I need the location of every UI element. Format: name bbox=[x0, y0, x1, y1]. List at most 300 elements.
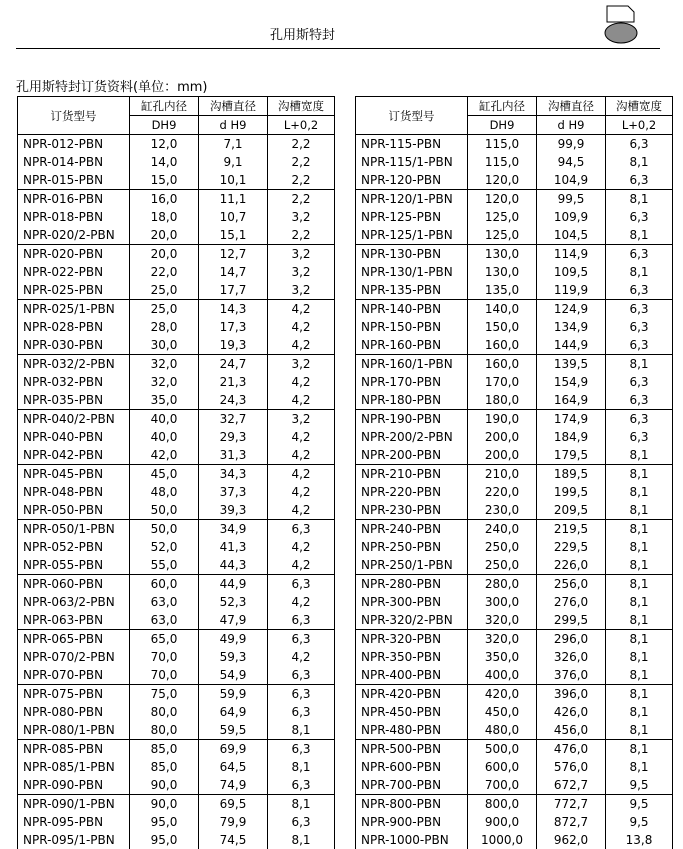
cell-model: NPR-012-PBN bbox=[18, 135, 130, 154]
cell-bore: 90,0 bbox=[130, 776, 199, 795]
cell-width: 6,3 bbox=[268, 630, 335, 649]
cell-bore: 170,0 bbox=[468, 373, 537, 391]
cell-width: 4,2 bbox=[268, 538, 335, 556]
cell-groove: 139,5 bbox=[537, 355, 606, 374]
cell-bore: 800,0 bbox=[468, 795, 537, 814]
table-row bbox=[356, 391, 673, 410]
table-row bbox=[356, 355, 673, 374]
cell-model: NPR-240-PBN bbox=[356, 520, 468, 539]
table-row bbox=[18, 666, 335, 685]
cell-model: NPR-025/1-PBN bbox=[18, 300, 130, 319]
table-row bbox=[356, 428, 673, 446]
cell-model: NPR-052-PBN bbox=[18, 538, 130, 556]
cell-width: 8,1 bbox=[606, 611, 673, 630]
cell-model: NPR-125/1-PBN bbox=[356, 226, 468, 245]
cell-groove: 14,3 bbox=[199, 300, 268, 319]
cell-width: 3,2 bbox=[268, 208, 335, 226]
table-row bbox=[18, 556, 335, 575]
cell-groove: 44,9 bbox=[199, 575, 268, 594]
cell-groove: 52,3 bbox=[199, 593, 268, 611]
cell-bore: 25,0 bbox=[130, 281, 199, 300]
cell-model: NPR-050/1-PBN bbox=[18, 520, 130, 539]
cell-width: 4,2 bbox=[268, 336, 335, 355]
cell-model: NPR-022-PBN bbox=[18, 263, 130, 281]
cell-width: 6,3 bbox=[606, 410, 673, 429]
cell-groove: 79,9 bbox=[199, 813, 268, 831]
cell-width: 6,3 bbox=[268, 740, 335, 759]
table-row bbox=[18, 813, 335, 831]
cell-bore: 200,0 bbox=[468, 446, 537, 465]
cell-groove: 376,0 bbox=[537, 666, 606, 685]
cell-model: NPR-080/1-PBN bbox=[18, 721, 130, 740]
cell-width: 8,1 bbox=[606, 446, 673, 465]
cell-bore: 45,0 bbox=[130, 465, 199, 484]
cell-width: 4,2 bbox=[268, 465, 335, 484]
cell-model: NPR-090/1-PBN bbox=[18, 795, 130, 814]
cell-width: 8,1 bbox=[606, 263, 673, 281]
cell-model: NPR-130/1-PBN bbox=[356, 263, 468, 281]
table-row bbox=[356, 721, 673, 740]
cell-groove: 59,9 bbox=[199, 685, 268, 704]
cell-model: NPR-020-PBN bbox=[18, 245, 130, 264]
cell-bore: 25,0 bbox=[130, 300, 199, 319]
cell-width: 4,2 bbox=[268, 593, 335, 611]
cell-model: NPR-115/1-PBN bbox=[356, 153, 468, 171]
cell-bore: 16,0 bbox=[130, 190, 199, 209]
cell-bore: 14,0 bbox=[130, 153, 199, 171]
cell-width: 2,2 bbox=[268, 135, 335, 154]
cell-model: NPR-480-PBN bbox=[356, 721, 468, 740]
cell-width: 4,2 bbox=[268, 391, 335, 410]
col-subheader-bore: DH9 bbox=[130, 116, 199, 135]
cell-groove: 39,3 bbox=[199, 501, 268, 520]
cell-width: 6,3 bbox=[606, 281, 673, 300]
cell-groove: 962,0 bbox=[537, 831, 606, 849]
table-row bbox=[356, 208, 673, 226]
cell-width: 3,2 bbox=[268, 281, 335, 300]
cell-groove: 119,9 bbox=[537, 281, 606, 300]
cell-groove: 44,3 bbox=[199, 556, 268, 575]
cell-model: NPR-800-PBN bbox=[356, 795, 468, 814]
order-table-left bbox=[17, 96, 335, 849]
cell-width: 8,1 bbox=[606, 648, 673, 666]
cell-bore: 95,0 bbox=[130, 813, 199, 831]
cell-width: 2,2 bbox=[268, 226, 335, 245]
cell-groove: 9,1 bbox=[199, 153, 268, 171]
cell-width: 8,1 bbox=[606, 721, 673, 740]
cell-groove: 59,3 bbox=[199, 648, 268, 666]
cell-model: NPR-020/2-PBN bbox=[18, 226, 130, 245]
cell-width: 6,3 bbox=[606, 245, 673, 264]
order-table-right bbox=[355, 96, 673, 849]
cell-groove: 29,3 bbox=[199, 428, 268, 446]
cell-bore: 480,0 bbox=[468, 721, 537, 740]
cell-width: 6,3 bbox=[268, 703, 335, 721]
cell-model: NPR-420-PBN bbox=[356, 685, 468, 704]
cell-model: NPR-040/2-PBN bbox=[18, 410, 130, 429]
table-row bbox=[18, 538, 335, 556]
cell-groove: 59,5 bbox=[199, 721, 268, 740]
cell-width: 6,3 bbox=[606, 208, 673, 226]
cell-bore: 140,0 bbox=[468, 300, 537, 319]
table-row bbox=[356, 666, 673, 685]
cell-groove: 104,9 bbox=[537, 171, 606, 190]
cell-model: NPR-028-PBN bbox=[18, 318, 130, 336]
cell-model: NPR-015-PBN bbox=[18, 171, 130, 190]
cell-groove: 154,9 bbox=[537, 373, 606, 391]
cell-model: NPR-080-PBN bbox=[18, 703, 130, 721]
cell-groove: 326,0 bbox=[537, 648, 606, 666]
cell-bore: 320,0 bbox=[468, 630, 537, 649]
cell-bore: 42,0 bbox=[130, 446, 199, 465]
cell-model: NPR-250-PBN bbox=[356, 538, 468, 556]
table-row bbox=[18, 611, 335, 630]
cell-width: 3,2 bbox=[268, 410, 335, 429]
cell-bore: 320,0 bbox=[468, 611, 537, 630]
cell-bore: 40,0 bbox=[130, 410, 199, 429]
cell-groove: 134,9 bbox=[537, 318, 606, 336]
cell-model: NPR-200/2-PBN bbox=[356, 428, 468, 446]
cell-model: NPR-035-PBN bbox=[18, 391, 130, 410]
cell-bore: 20,0 bbox=[130, 245, 199, 264]
table-row bbox=[18, 281, 335, 300]
cell-bore: 85,0 bbox=[130, 758, 199, 776]
cell-bore: 50,0 bbox=[130, 501, 199, 520]
cell-groove: 426,0 bbox=[537, 703, 606, 721]
cell-groove: 94,5 bbox=[537, 153, 606, 171]
cell-bore: 190,0 bbox=[468, 410, 537, 429]
cell-model: NPR-125-PBN bbox=[356, 208, 468, 226]
cell-groove: 109,9 bbox=[537, 208, 606, 226]
cell-groove: 11,1 bbox=[199, 190, 268, 209]
cell-bore: 80,0 bbox=[130, 721, 199, 740]
cell-width: 8,1 bbox=[606, 556, 673, 575]
cell-width: 2,2 bbox=[268, 171, 335, 190]
cell-model: NPR-320/2-PBN bbox=[356, 611, 468, 630]
cell-groove: 476,0 bbox=[537, 740, 606, 759]
cell-bore: 450,0 bbox=[468, 703, 537, 721]
cell-width: 6,3 bbox=[268, 520, 335, 539]
table-row bbox=[18, 630, 335, 649]
cell-groove: 24,3 bbox=[199, 391, 268, 410]
cell-width: 8,1 bbox=[606, 501, 673, 520]
cell-groove: 21,3 bbox=[199, 373, 268, 391]
table-row bbox=[18, 190, 335, 209]
cell-model: NPR-085-PBN bbox=[18, 740, 130, 759]
cell-groove: 74,9 bbox=[199, 776, 268, 795]
table-row bbox=[18, 336, 335, 355]
cell-width: 6,3 bbox=[606, 300, 673, 319]
cell-model: NPR-060-PBN bbox=[18, 575, 130, 594]
cell-width: 8,1 bbox=[606, 520, 673, 539]
col-header-width: 沟槽宽度 bbox=[268, 97, 335, 116]
table-row bbox=[356, 685, 673, 704]
cell-model: NPR-170-PBN bbox=[356, 373, 468, 391]
cell-width: 6,3 bbox=[268, 685, 335, 704]
table-row bbox=[356, 318, 673, 336]
cell-model: NPR-150-PBN bbox=[356, 318, 468, 336]
cell-bore: 160,0 bbox=[468, 355, 537, 374]
cell-model: NPR-063/2-PBN bbox=[18, 593, 130, 611]
section-title: 孔用斯特封订货资料(单位：mm) bbox=[16, 80, 208, 95]
cell-bore: 125,0 bbox=[468, 226, 537, 245]
cell-groove: 226,0 bbox=[537, 556, 606, 575]
cell-bore: 1000,0 bbox=[468, 831, 537, 849]
table-row bbox=[18, 703, 335, 721]
cell-model: NPR-450-PBN bbox=[356, 703, 468, 721]
cell-bore: 60,0 bbox=[130, 575, 199, 594]
cell-model: NPR-140-PBN bbox=[356, 300, 468, 319]
cell-width: 2,2 bbox=[268, 153, 335, 171]
cell-groove: 229,5 bbox=[537, 538, 606, 556]
col-subheader-groove: d H9 bbox=[537, 116, 606, 135]
cell-width: 8,1 bbox=[268, 795, 335, 814]
table-row bbox=[18, 483, 335, 501]
cell-groove: 64,9 bbox=[199, 703, 268, 721]
cell-width: 4,2 bbox=[268, 300, 335, 319]
table-row bbox=[18, 355, 335, 374]
table-row bbox=[18, 648, 335, 666]
cell-groove: 456,0 bbox=[537, 721, 606, 740]
cell-width: 8,1 bbox=[606, 593, 673, 611]
cell-groove: 49,9 bbox=[199, 630, 268, 649]
cell-bore: 150,0 bbox=[468, 318, 537, 336]
cell-bore: 70,0 bbox=[130, 666, 199, 685]
table-row bbox=[356, 373, 673, 391]
cell-bore: 200,0 bbox=[468, 428, 537, 446]
cell-groove: 872,7 bbox=[537, 813, 606, 831]
cell-width: 4,2 bbox=[268, 318, 335, 336]
cell-bore: 52,0 bbox=[130, 538, 199, 556]
cell-width: 3,2 bbox=[268, 355, 335, 374]
table-row bbox=[18, 318, 335, 336]
cell-bore: 85,0 bbox=[130, 740, 199, 759]
cell-width: 6,3 bbox=[268, 813, 335, 831]
cell-width: 6,3 bbox=[268, 666, 335, 685]
table-row bbox=[18, 575, 335, 594]
cell-groove: 296,0 bbox=[537, 630, 606, 649]
cell-model: NPR-190-PBN bbox=[356, 410, 468, 429]
cell-groove: 164,9 bbox=[537, 391, 606, 410]
cell-model: NPR-085/1-PBN bbox=[18, 758, 130, 776]
page-header-title: 孔用斯特封 bbox=[270, 28, 336, 43]
table-row bbox=[356, 263, 673, 281]
header-divider bbox=[16, 48, 660, 49]
table-row bbox=[356, 556, 673, 575]
cell-groove: 199,5 bbox=[537, 483, 606, 501]
cell-model: NPR-070/2-PBN bbox=[18, 648, 130, 666]
table-row bbox=[18, 263, 335, 281]
table-row bbox=[356, 336, 673, 355]
table-row bbox=[18, 391, 335, 410]
cell-bore: 12,0 bbox=[130, 135, 199, 154]
cell-width: 6,3 bbox=[606, 318, 673, 336]
cell-width: 8,1 bbox=[268, 721, 335, 740]
cell-groove: 772,7 bbox=[537, 795, 606, 814]
col-header-groove: 沟槽直径 bbox=[537, 97, 606, 116]
cell-model: NPR-055-PBN bbox=[18, 556, 130, 575]
cell-groove: 54,9 bbox=[199, 666, 268, 685]
table-row bbox=[18, 226, 335, 245]
table-row bbox=[356, 611, 673, 630]
cell-model: NPR-280-PBN bbox=[356, 575, 468, 594]
table-row bbox=[18, 776, 335, 795]
cell-bore: 240,0 bbox=[468, 520, 537, 539]
cell-groove: 17,7 bbox=[199, 281, 268, 300]
cell-bore: 130,0 bbox=[468, 263, 537, 281]
table-row bbox=[356, 446, 673, 465]
table-row bbox=[356, 630, 673, 649]
table-row bbox=[18, 740, 335, 759]
cell-bore: 20,0 bbox=[130, 226, 199, 245]
cell-bore: 22,0 bbox=[130, 263, 199, 281]
cell-groove: 124,9 bbox=[537, 300, 606, 319]
cell-groove: 14,7 bbox=[199, 263, 268, 281]
cell-width: 2,2 bbox=[268, 190, 335, 209]
table-row bbox=[356, 153, 673, 171]
cell-model: NPR-025-PBN bbox=[18, 281, 130, 300]
cell-model: NPR-160/1-PBN bbox=[356, 355, 468, 374]
table-row bbox=[18, 171, 335, 190]
table-row bbox=[356, 831, 673, 849]
cell-groove: 179,5 bbox=[537, 446, 606, 465]
cell-groove: 174,9 bbox=[537, 410, 606, 429]
cell-model: NPR-900-PBN bbox=[356, 813, 468, 831]
table-row bbox=[18, 153, 335, 171]
cell-width: 8,1 bbox=[606, 630, 673, 649]
cell-width: 6,3 bbox=[606, 135, 673, 154]
cell-bore: 350,0 bbox=[468, 648, 537, 666]
table-row bbox=[356, 171, 673, 190]
cell-width: 8,1 bbox=[606, 355, 673, 374]
cell-model: NPR-018-PBN bbox=[18, 208, 130, 226]
col-subheader-width: L+0,2 bbox=[606, 116, 673, 135]
table-row bbox=[18, 685, 335, 704]
cell-width: 6,3 bbox=[268, 776, 335, 795]
cell-model: NPR-600-PBN bbox=[356, 758, 468, 776]
cell-groove: 184,9 bbox=[537, 428, 606, 446]
cell-width: 4,2 bbox=[268, 501, 335, 520]
cell-groove: 189,5 bbox=[537, 465, 606, 484]
cell-model: NPR-1000-PBN bbox=[356, 831, 468, 849]
cell-width: 3,2 bbox=[268, 263, 335, 281]
cell-model: NPR-250/1-PBN bbox=[356, 556, 468, 575]
cell-groove: 299,5 bbox=[537, 611, 606, 630]
cell-model: NPR-095/1-PBN bbox=[18, 831, 130, 849]
table-row bbox=[18, 831, 335, 849]
cell-bore: 230,0 bbox=[468, 501, 537, 520]
cell-groove: 24,7 bbox=[199, 355, 268, 374]
cell-width: 6,3 bbox=[606, 336, 673, 355]
cell-model: NPR-700-PBN bbox=[356, 776, 468, 795]
cell-width: 8,1 bbox=[606, 740, 673, 759]
col-subheader-width: L+0,2 bbox=[268, 116, 335, 135]
cell-model: NPR-160-PBN bbox=[356, 336, 468, 355]
cell-groove: 34,3 bbox=[199, 465, 268, 484]
cell-bore: 70,0 bbox=[130, 648, 199, 666]
cell-width: 8,1 bbox=[606, 685, 673, 704]
table-row bbox=[18, 208, 335, 226]
cell-groove: 37,3 bbox=[199, 483, 268, 501]
cell-groove: 276,0 bbox=[537, 593, 606, 611]
col-header-bore: 缸孔内径 bbox=[468, 97, 537, 116]
cell-groove: 104,5 bbox=[537, 226, 606, 245]
table-row bbox=[356, 776, 673, 795]
cell-groove: 672,7 bbox=[537, 776, 606, 795]
cell-width: 6,3 bbox=[606, 391, 673, 410]
cell-bore: 400,0 bbox=[468, 666, 537, 685]
cell-model: NPR-040-PBN bbox=[18, 428, 130, 446]
cell-model: NPR-300-PBN bbox=[356, 593, 468, 611]
cell-width: 3,2 bbox=[268, 245, 335, 264]
cell-model: NPR-320-PBN bbox=[356, 630, 468, 649]
table-row bbox=[356, 245, 673, 264]
cell-groove: 17,3 bbox=[199, 318, 268, 336]
table-row bbox=[356, 465, 673, 484]
cell-width: 8,1 bbox=[606, 153, 673, 171]
cell-width: 6,3 bbox=[268, 611, 335, 630]
cell-model: NPR-095-PBN bbox=[18, 813, 130, 831]
cell-model: NPR-130-PBN bbox=[356, 245, 468, 264]
cell-model: NPR-032/2-PBN bbox=[18, 355, 130, 374]
cell-bore: 40,0 bbox=[130, 428, 199, 446]
table-row bbox=[18, 410, 335, 429]
cell-bore: 700,0 bbox=[468, 776, 537, 795]
cell-bore: 160,0 bbox=[468, 336, 537, 355]
cell-bore: 35,0 bbox=[130, 391, 199, 410]
cell-groove: 41,3 bbox=[199, 538, 268, 556]
table-row bbox=[18, 795, 335, 814]
cell-groove: 219,5 bbox=[537, 520, 606, 539]
cell-model: NPR-135-PBN bbox=[356, 281, 468, 300]
table-row bbox=[356, 758, 673, 776]
cell-bore: 300,0 bbox=[468, 593, 537, 611]
cell-bore: 48,0 bbox=[130, 483, 199, 501]
table-row bbox=[356, 575, 673, 594]
cell-bore: 32,0 bbox=[130, 355, 199, 374]
cell-bore: 135,0 bbox=[468, 281, 537, 300]
cell-bore: 115,0 bbox=[468, 135, 537, 154]
table-row bbox=[356, 226, 673, 245]
cell-model: NPR-115-PBN bbox=[356, 135, 468, 154]
cell-width: 4,2 bbox=[268, 428, 335, 446]
cell-bore: 63,0 bbox=[130, 593, 199, 611]
cell-groove: 12,7 bbox=[199, 245, 268, 264]
table-row bbox=[18, 300, 335, 319]
cell-bore: 90,0 bbox=[130, 795, 199, 814]
cell-model: NPR-014-PBN bbox=[18, 153, 130, 171]
cell-model: NPR-065-PBN bbox=[18, 630, 130, 649]
cell-bore: 250,0 bbox=[468, 556, 537, 575]
cell-groove: 64,5 bbox=[199, 758, 268, 776]
cell-groove: 10,1 bbox=[199, 171, 268, 190]
cell-groove: 34,9 bbox=[199, 520, 268, 539]
cell-groove: 10,7 bbox=[199, 208, 268, 226]
table-row bbox=[356, 740, 673, 759]
cell-bore: 500,0 bbox=[468, 740, 537, 759]
table-row bbox=[356, 703, 673, 721]
cell-width: 6,3 bbox=[606, 373, 673, 391]
table-row bbox=[356, 520, 673, 539]
cell-width: 4,2 bbox=[268, 446, 335, 465]
table-row bbox=[18, 428, 335, 446]
cell-bore: 55,0 bbox=[130, 556, 199, 575]
table-row bbox=[18, 721, 335, 740]
table-row bbox=[18, 373, 335, 391]
cell-bore: 65,0 bbox=[130, 630, 199, 649]
cell-model: NPR-350-PBN bbox=[356, 648, 468, 666]
cell-model: NPR-030-PBN bbox=[18, 336, 130, 355]
